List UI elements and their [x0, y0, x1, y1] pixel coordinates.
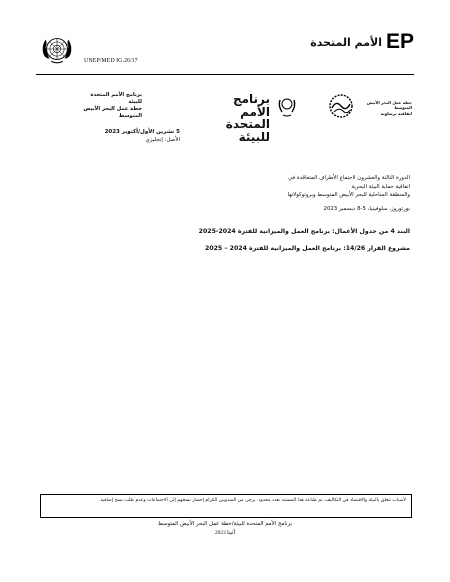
- org-name: الأمم المتحدة: [310, 36, 382, 49]
- un-emblem-icon: [38, 30, 76, 68]
- med-line-1: برنامج الأمم المتحدة للبيئة: [90, 92, 142, 106]
- map-swirl-icon: [326, 93, 356, 119]
- meeting-line-3: والمنطقة الساحلية للبحر الأبيض المتوسط وبروتوكولاتها: [287, 192, 410, 199]
- unep-logo-line2: المتحدة للبيئة: [225, 117, 270, 144]
- med-line-3: المتوسط: [118, 113, 142, 120]
- med-program-block: [78, 92, 142, 120]
- date-block: [40, 129, 180, 144]
- printing-note-text: لأسباب تتعلق بالبيئة والاقتصاد في التكاليف، تم طباعة هذا المستند بعدد محدود. يرجى من المندوبين الكرام إحضار نسخهم إلى الاجتماعات وعدم طلب نسخ إضافية.: [98, 498, 406, 503]
- printing-note-box: [40, 494, 412, 518]
- unep-laurel-icon: [276, 94, 298, 118]
- draft-decision-title: مشروع القرار 14/26: برنامج العمل والميزانية للفترة 2024 – 2025: [205, 245, 410, 252]
- meeting-venue: بورتوروز، سلوفينيا، 5-8 ديسمبر 2023: [323, 206, 410, 212]
- document-symbol: UNEP/MED IG.26/17: [84, 58, 138, 64]
- meeting-line-2: اتفاقية حماية البيئة البحرية: [351, 183, 410, 190]
- agenda-item: البند 4 من جدول الأعمال: برنامج العمل والميزانية للفترة 2024-2025: [198, 228, 410, 235]
- footer-org: برنامج الأمم المتحدة للبيئة/خطة عمل البحر الأبيض المتوسط: [158, 521, 292, 527]
- map-logo: [324, 93, 412, 119]
- meeting-title: [150, 174, 410, 200]
- header-rule: [36, 74, 414, 75]
- unep-logo-line1: برنامج الأمم: [232, 92, 270, 119]
- document-date: 5 تشرين الأول/أكتوبر 2023: [104, 129, 180, 135]
- ep-mark: EP: [385, 30, 414, 53]
- map-logo-text: خطة عمل البحر الأبيض المتوسط اتفاقية برشلونة: [366, 100, 412, 116]
- unep-logo: [200, 92, 300, 144]
- med-line-2: خطة عمل البحر الأبيض: [83, 106, 142, 113]
- footer-place-year: أثينا 2023: [214, 530, 236, 536]
- meeting-line-1: الدورة الثالثة والعشرون لاجتماع الأطراف المتعاقدة في: [288, 175, 410, 181]
- original-language: الأصل: إنجليزي: [145, 136, 180, 143]
